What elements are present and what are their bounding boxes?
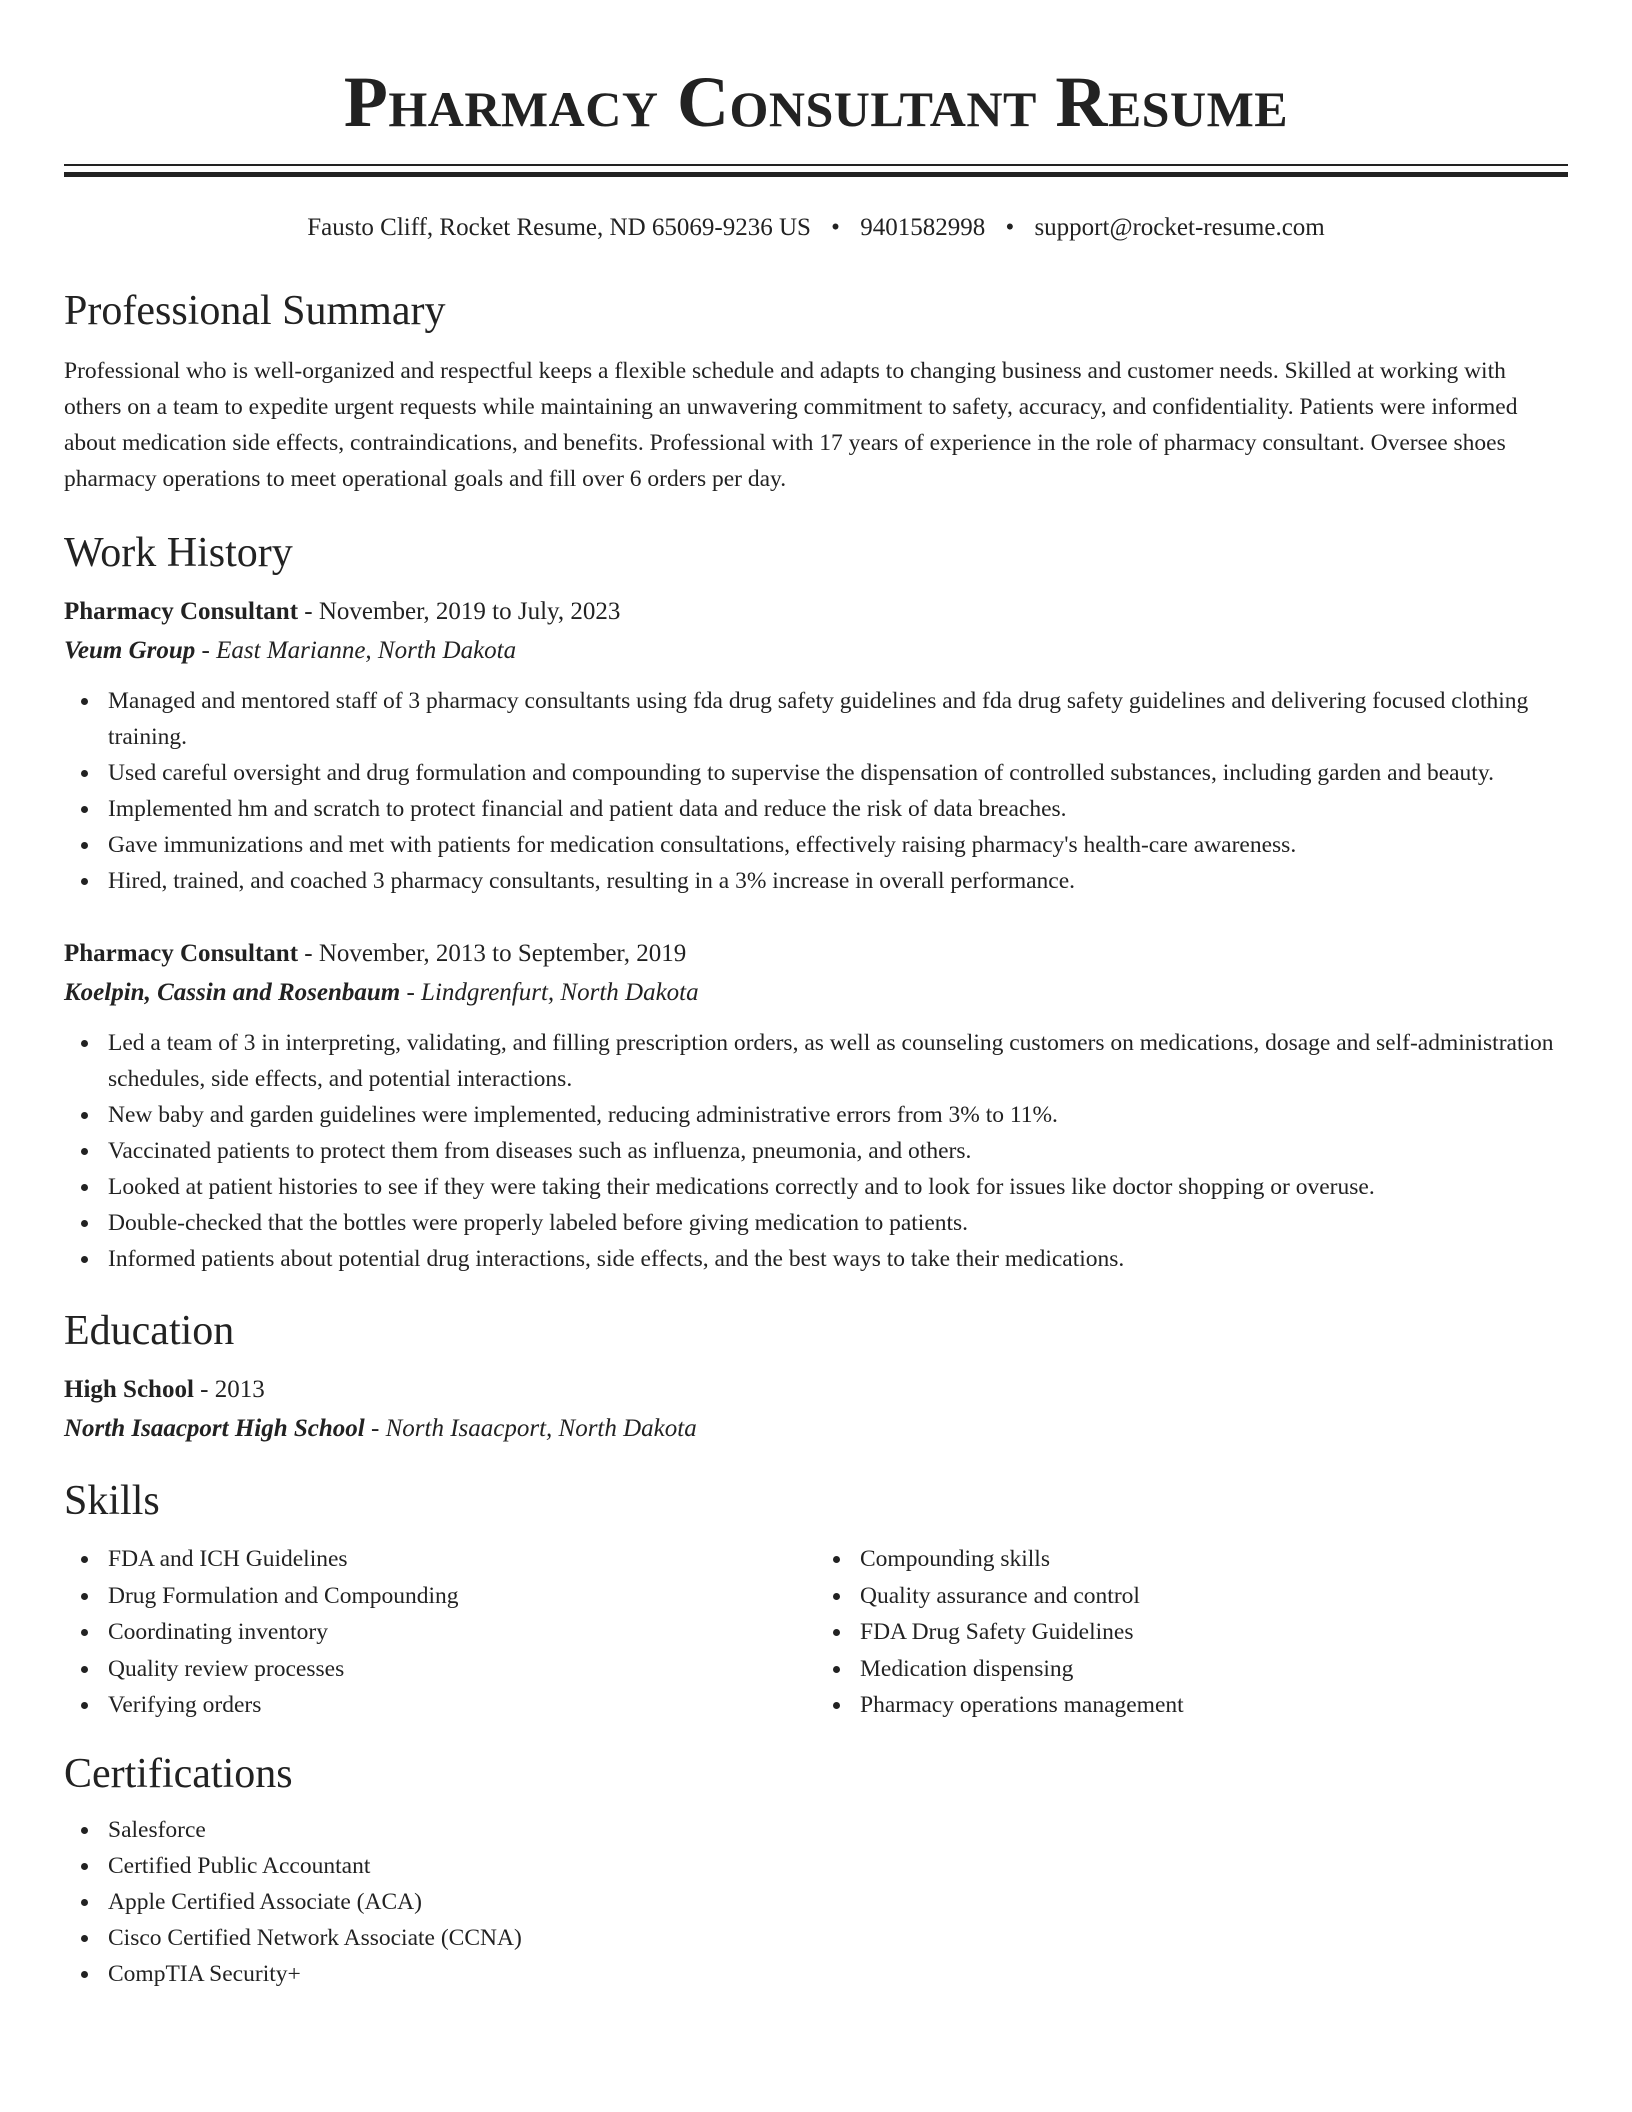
skills-columns	[64, 1541, 1568, 1724]
list-item: Implemented hm and scratch to protect financial and patient data and reduce the risk of data breaches.	[108, 791, 1568, 827]
skills-list-right	[816, 1541, 1568, 1724]
list-item: Gave immunizations and met with patients for medication consultations, effectively raising pharmacy's health-care awareness.	[108, 827, 1568, 863]
job-title: Pharmacy Consultant	[64, 940, 299, 967]
job-entry	[64, 593, 1568, 899]
job-company: Veum Group	[64, 637, 196, 664]
list-item: Cisco Certified Network Associate (CCNA)	[108, 1920, 1568, 1956]
list-item: Informed patients about potential drug interactions, side effects, and the best ways to take their medications.	[108, 1241, 1568, 1277]
certifications-list	[64, 1812, 1568, 1992]
resume-title: Pharmacy Consultant Resume	[343, 62, 1289, 142]
contact-phone: 9401582998	[860, 214, 986, 241]
list-item: Apple Certified Associate (ACA)	[108, 1884, 1568, 1920]
list-item: Compounding skills	[860, 1541, 1568, 1578]
job-company-line	[64, 973, 1568, 1013]
job-title-line	[64, 593, 1568, 631]
list-item: Coordinating inventory	[108, 1614, 816, 1651]
list-item: Managed and mentored staff of 3 pharmacy consultants using fda drug safety guidelines and fda drug safety guidelines and delivering focused clothing training.	[108, 683, 1568, 755]
education-degree-line	[64, 1371, 1568, 1409]
contact-separator: •	[831, 214, 840, 241]
summary-heading: Professional Summary	[64, 288, 446, 334]
job-entry	[64, 935, 1568, 1277]
list-item: Led a team of 3 in interpreting, validating, and filling prescription orders, as well as counseling customers on medications, dosage and self-administration schedules, side effects, and potential interactions.	[108, 1025, 1568, 1097]
job-company-line	[64, 631, 1568, 671]
list-item: FDA Drug Safety Guidelines	[860, 1614, 1568, 1651]
job-bullets	[64, 683, 1568, 899]
education-school-line	[64, 1409, 1568, 1449]
job-location: - East Marianne, North Dakota	[195, 637, 517, 664]
title-divider-thick	[64, 172, 1568, 177]
education-entry	[64, 1371, 1568, 1449]
contact-email: support@rocket-resume.com	[1034, 214, 1325, 241]
work-history-heading: Work History	[64, 530, 293, 576]
title-divider-thin	[64, 164, 1568, 166]
job-company: Koelpin, Cassin and Rosenbaum	[64, 979, 401, 1006]
education-heading: Education	[64, 1308, 235, 1354]
education-year: - 2013	[193, 1376, 265, 1403]
contact-address: Fausto Cliff, Rocket Resume, ND 65069-9236 US	[307, 214, 811, 241]
job-location: - Lindgrenfurt, North Dakota	[400, 979, 699, 1006]
list-item: FDA and ICH Guidelines	[108, 1541, 816, 1578]
list-item: Verifying orders	[108, 1687, 816, 1724]
job-dates: - November, 2019 to July, 2023	[298, 598, 621, 625]
certifications-heading: Certifications	[64, 1750, 293, 1797]
job-title-line	[64, 935, 1568, 973]
skills-list-left	[64, 1541, 816, 1724]
list-item: Hired, trained, and coached 3 pharmacy consultants, resulting in a 3% increase in overall performance.	[108, 863, 1568, 899]
list-item: Used careful oversight and drug formulation and compounding to supervise the dispensation of controlled substances, including garden and beauty.	[108, 755, 1568, 791]
list-item: New baby and garden guidelines were implemented, reducing administrative errors from 3% to 11%.	[108, 1097, 1568, 1133]
skills-heading: Skills	[64, 1478, 160, 1524]
list-item: Certified Public Accountant	[108, 1848, 1568, 1884]
list-item: Salesforce	[108, 1812, 1568, 1848]
list-item: Double-checked that the bottles were properly labeled before giving medication to patients.	[108, 1205, 1568, 1241]
contact-separator: •	[1005, 214, 1015, 241]
list-item: CompTIA Security+	[108, 1956, 1568, 1992]
list-item: Quality assurance and control	[860, 1578, 1568, 1615]
job-dates: - November, 2013 to September, 2019	[298, 940, 687, 967]
job-bullets	[64, 1025, 1568, 1277]
list-item: Looked at patient histories to see if they were taking their medications correctly and to look for issues like doctor shopping or overuse.	[108, 1169, 1568, 1205]
list-item: Medication dispensing	[860, 1651, 1568, 1688]
education-school: North Isaacport High School	[64, 1415, 365, 1442]
list-item: Quality review processes	[108, 1651, 816, 1688]
job-title: Pharmacy Consultant	[64, 598, 299, 625]
education-location: - North Isaacport, North Dakota	[364, 1415, 697, 1442]
contact-line	[64, 211, 1568, 245]
list-item: Vaccinated patients to protect them from diseases such as influenza, pneumonia, and others.	[108, 1133, 1568, 1169]
education-degree: High School	[64, 1376, 194, 1403]
list-item: Pharmacy operations management	[860, 1687, 1568, 1724]
list-item: Drug Formulation and Compounding	[108, 1578, 816, 1615]
summary-text: Professional who is well-organized and respectful keeps a flexible schedule and adapts to changing business and customer needs. Skilled at working with others on a team to expedite urgent requests while maintaining an unwavering commitment to safety, accuracy, and confidentiality. Patients were informed about medication side effects, contraindications, and benefits. Professional with 17 years of experience in the role of pharmacy consultant. Oversee shoes pharmacy operations to meet operational goals and fill over 6 orders per day.	[64, 358, 1518, 492]
